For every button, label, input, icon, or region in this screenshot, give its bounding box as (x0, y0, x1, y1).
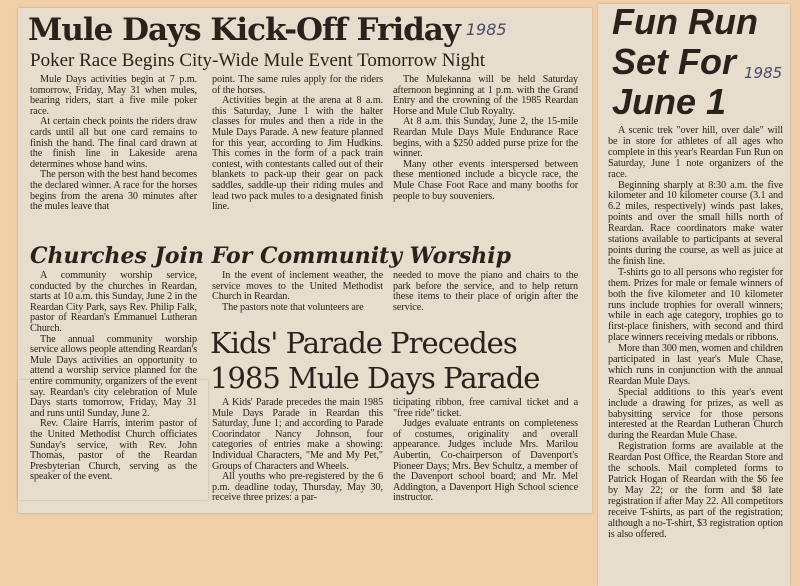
paragraph: Rev. Claire Harris, interim pastor of the United Methodist Church officiates Sunday's service, with Rev. John Thomas, pastor of the Reardan Presbyterian Church, serving as the speaker of the event. (30, 418, 197, 483)
paragraph: All youths who pre-registered by the 6 p.m. deadline today, Thursday, May 30, receive three prizes: a par- (212, 471, 383, 504)
fun-run-headline (612, 2, 758, 122)
paragraph: ticipating ribbon, free carnival ticket and a "free ride" ticket. (393, 397, 578, 419)
paragraph: A community worship service, conducted by the churches in Reardan, starts at 10 a.m. this Sunday, June 2 in the Reardan City Park, says Rev. Philip Falk, pastor of Reardan's Emmanuel Lutheran Church. (30, 270, 197, 334)
mule-days-column-1 (30, 75, 197, 213)
fun-run-body (608, 126, 783, 540)
paragraph: A Kids' Parade precedes the main 1985 Mule Days Parade in Reardan this Saturday, June 1; and according to Parade Coorindator Nancy Johnson, four categories of entries make a showing: Individual Characters, "Me and My Pet," Groups of Characters and Wheels. (212, 397, 383, 472)
paragraph: A scenic trek "over hill, over dale" will be in store for athletes of all ages who complete in this year's Reardan Fun Run on Saturday, June 1 note organizers of the race. (608, 125, 783, 180)
churches-column-2 (212, 271, 383, 313)
paragraph: Registration forms are available at the Reardan Post Office, the Reardan Store and the schools. Mail completed forms to Patrick Hogan of Reardan with the $6 fee by May 22; or the form and $8 late registration if after May 22. All competitors receive T-shirts, as part of the registration; although a no-T-shirt, $3 registration option is also offered. (608, 441, 783, 540)
paragraph: Many other events interspersed between these mentioned include a bicycle race, the Mule Chase Foot Race and many booths for people to buy souveniers. (393, 158, 578, 202)
headline-line: Kids' Parade Precedes (210, 326, 517, 360)
paragraph: The person with the best hand becomes the declared winner. A race for the horses begins from the arena 30 minutes after the mules leave that (30, 169, 197, 213)
handwritten-year-note: 1985 (744, 64, 783, 82)
paragraph: Special additions to this year's event include a drawing for prizes, as well as babysitting service for those persons interested at the Reardan Lutheran Church during the Reardan Mule Chase. (608, 386, 783, 442)
kids-parade-column-1 (212, 398, 383, 504)
headline-line: Fun Run (612, 1, 758, 42)
handwritten-year-note: 1985 (465, 20, 507, 39)
mule-days-subhead: Poker Race Begins City-Wide Mule Event Tomorrow Night (30, 50, 486, 71)
churches-column-3 (393, 271, 578, 313)
paragraph: The annual community worship service allows people attending Reardan's Mule Days activities an opportunity to attend a worship service planned for the entire community, organizers of the event say. Reardan's city celebration of Mule Days starts tomorrow, Friday, May 31 and runs until Sunday, June 2. (30, 333, 197, 419)
headline-line: 1985 Mule Days Parade (210, 361, 540, 395)
mule-days-column-2 (212, 75, 383, 213)
paragraph: In the event of inclement weather, the service moves to the United Methodist Church in Reardan. (212, 270, 383, 303)
paragraph: The pastors note that volunteers are (222, 301, 364, 313)
paragraph: point. The same rules apply for the riders of the horses. (212, 74, 383, 96)
paragraph: At 8 a.m. this Sunday, June 2, the 15-mile Reardan Mule Days Mule Endurance Race begins, with a $250 added purse prize for the winner. (393, 116, 578, 160)
headline-line: Set For (612, 41, 737, 82)
paragraph: Activities begin at the arena at 8 a.m. this Saturday, June 1 with the halter classes for mules and then a ride in the Mule Days Parade. A new feature planned for this year, according to Jim Hudkins. This comes in the form of a pack train contest, with contestants called out of their blankets to pack-up their gear on pack saddles, saddle-up their riding mules and lead two pack mules to a designated finish line. (212, 95, 383, 213)
paragraph: needed to move the piano and chairs to the park before the service, and to help return these items to their place of origin after the service. (393, 270, 578, 313)
paragraph: The Mulekanna will be held Saturday afternoon beginning at 1 p.m. with the Grand Entry and the crowning of the 1985 Reardan Horse and Mule Club Royalty. (393, 74, 578, 117)
churches-column-1 (30, 271, 197, 483)
mule-days-headline-row (28, 12, 507, 48)
paragraph: Judges evaluate entrants on completeness of costumes, originality and overall appearance. Judges include Mrs. Marilou Aubertin, Co-chairperson of Davenport's Pioneer Days; Mrs. Bev Schultz, a member of the Davenport school board; and Mr. Mel Addington, a Davenport High School science instructor. (393, 418, 578, 504)
paragraph: Mule Days activities begin at 7 p.m. tomorrow, Friday, May 31 when mules, bearing riders, start a five mile poker race. (30, 74, 197, 117)
paragraph: At certain check points the riders draw cards until all but one card remains to finish the hand. The final card drawn at the finish line in Lakeside arena determines whose hand wins. (30, 116, 197, 170)
churches-headline: Churches Join For Community Worship (30, 243, 511, 269)
paragraph: More than 300 men, women and children participated in last year's Mule Chase, which runs in conjunction with the annual Reardan Mule Days. (608, 343, 783, 387)
headline-line: June 1 (612, 81, 727, 122)
mule-days-column-3 (393, 75, 578, 202)
kids-parade-headline (210, 326, 539, 396)
kids-parade-column-2 (393, 398, 578, 504)
mule-days-headline: Mule Days Kick-Off Friday (28, 12, 460, 48)
paragraph: T-shirts go to all persons who register for them. Prizes for male or female winners of both the five kilometer and 10 kilometer runs include trophies for overall winners; while in each age category, trophies go to first-place finishers, with second and third place winners receiving medals or ribbons. (608, 266, 783, 344)
paragraph: Beginning sharply at 8:30 a.m. the five kilometer and 10 kilometer course (3.1 and 6.2 miles, respectively) winds past lakes, points and over the small hills north of Reardan. Race coordinators make water stations available to participants at several points during the course, as well as juice at the finish line. (608, 179, 783, 267)
